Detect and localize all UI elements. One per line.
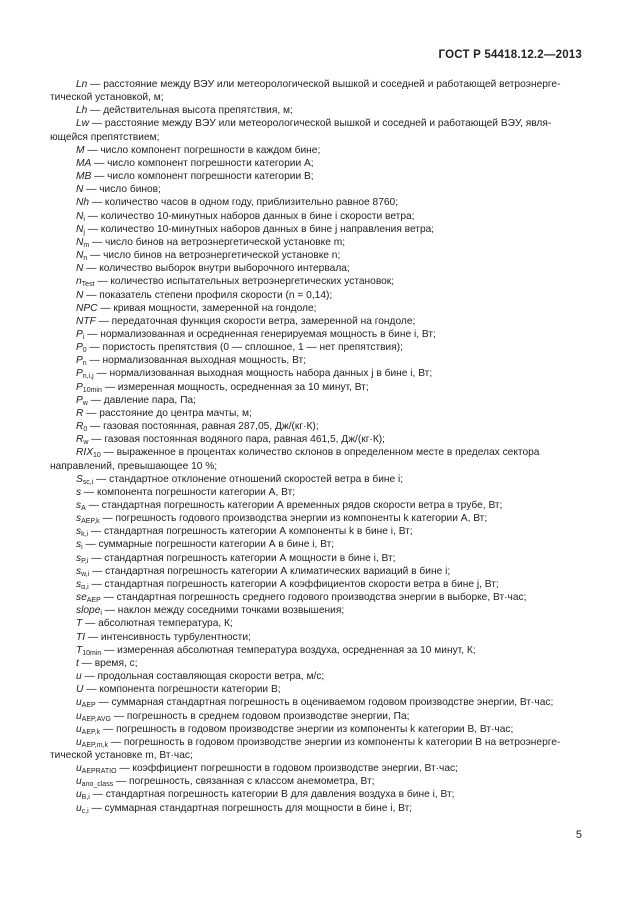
symbol-definition: [50, 433, 585, 446]
definition-text: — количество испытательных ветроэнергетических установок;: [94, 276, 395, 288]
symbol-subscript: A: [81, 505, 86, 512]
definition-text: — выраженное в процентах количество склонов в определенном месте в пределах сектора: [100, 447, 540, 459]
symbol-subscript: w: [83, 439, 89, 447]
definition-text: — коэффициент погрешности в годовом производстве энергии, Вт·час;: [116, 763, 458, 775]
symbol: P: [76, 381, 83, 393]
definition-text: — действительная высота препятствия, м;: [87, 105, 293, 117]
definition-text: — стандартное отклонение отношений скоростей ветра в бине i;: [93, 473, 404, 485]
continuation-text: тической установке m, Вт·час;: [50, 749, 193, 761]
symbol: s: [76, 513, 82, 525]
symbol: T: [76, 618, 83, 630]
definition-continuation: [50, 91, 585, 104]
symbol-subscript: 0: [83, 426, 88, 434]
symbol-definition: [50, 104, 585, 117]
definition-text: — стандартная погрешность категории А коэффициентов скорости ветра в бине j, Вт;: [88, 578, 499, 590]
symbol-subscript: AEP: [81, 702, 96, 710]
symbol: Lh: [76, 105, 88, 117]
symbol: s: [76, 486, 82, 498]
symbol: N: [76, 289, 84, 301]
symbol-subscript: i: [82, 333, 85, 341]
symbol: P: [76, 328, 83, 340]
definition-text: — число компонент погрешности категории А;: [91, 157, 314, 169]
continuation-text: направлений, превышающее 10 %;: [50, 460, 218, 472]
symbol-subscript: AEPRATIO: [81, 768, 117, 776]
symbol: M: [76, 144, 85, 156]
symbol: R: [76, 421, 84, 433]
symbol-subscript: 10: [92, 452, 101, 460]
symbol-subscript: w,i: [81, 570, 90, 578]
symbol-definition: [50, 289, 585, 302]
definition-continuation: [50, 460, 585, 473]
symbol: n: [76, 276, 82, 288]
definition-text: — суммарные погрешности категории А в бине i, Вт;: [82, 539, 335, 551]
continuation-text: ющейся препятствием;: [50, 131, 160, 143]
symbol-definition: [50, 473, 585, 486]
symbol-subscript: 0: [82, 347, 87, 355]
symbol-definition: [50, 420, 585, 433]
definition-text: — количество часов в одном году, приблизительно равное 8760;: [89, 197, 399, 209]
symbol: N: [76, 184, 84, 196]
symbol: T: [76, 644, 83, 656]
symbol-definition: [50, 710, 585, 723]
definition-text: — число бинов;: [83, 184, 161, 196]
symbol: u: [76, 802, 82, 814]
definition-continuation: [50, 131, 585, 144]
symbol: se: [76, 592, 87, 604]
symbol: R: [76, 407, 84, 419]
page-number: 5: [575, 829, 582, 841]
definition-text: — стандартная погрешность категории А мощности в бине i, Вт;: [88, 552, 396, 564]
symbol: s: [76, 539, 82, 551]
symbol-subscript: 10min: [82, 386, 102, 394]
symbol: u: [76, 671, 82, 683]
symbol-definition: [50, 315, 585, 328]
symbol-subscript: AEP: [86, 597, 101, 605]
symbol-definition: [50, 657, 585, 670]
symbol-definition: [50, 644, 585, 657]
symbol-subscript: sc,i: [82, 478, 94, 486]
definition-text: — число компонент погрешности категории В;: [91, 171, 314, 183]
symbol-definition: [50, 341, 585, 354]
symbol-definition: [50, 394, 585, 407]
symbol-definition: [50, 486, 585, 499]
symbol-definition: [50, 249, 585, 262]
symbol: N: [76, 210, 84, 222]
symbol-subscript: n: [82, 360, 87, 368]
symbol: N: [76, 236, 84, 248]
symbol-definition: [50, 157, 585, 170]
definition-text: — число бинов на ветроэнергетической установке n;: [87, 250, 341, 262]
symbol-definition: [50, 578, 585, 591]
symbol-definition: [50, 723, 585, 736]
definition-text: — погрешность в годовом производстве энергии из компоненты k категории В, Вт·час;: [100, 723, 514, 735]
definition-text: — число бинов на ветроэнергетической установке m;: [89, 236, 346, 248]
symbol-subscript: k,i: [81, 531, 89, 539]
definition-text: — измеренная мощность, осредненная за 10 минут, Вт;: [101, 381, 369, 393]
definition-text: — газовая постоянная водяного пара, равная 461,5, Дж/(кг·К);: [88, 434, 385, 446]
symbol-subscript: P,i: [81, 557, 89, 565]
definition-text: — количество 10-минутных наборов данных в бине i скорости ветра;: [84, 210, 415, 222]
symbol-definition: [50, 223, 585, 236]
symbol-definition: [50, 183, 585, 196]
symbol-subscript: AEP,m,k: [81, 741, 108, 749]
definition-text: — расстояние до центра мачты, м;: [83, 407, 252, 419]
symbol: slope: [76, 605, 101, 617]
symbol-definition: [50, 591, 585, 604]
symbol-definition: [50, 196, 585, 209]
symbol-definition: [50, 407, 585, 420]
definition-text: — погрешность в среднем годовом производстве энергии, Па;: [110, 710, 410, 722]
definition-text: — расстояние между ВЭУ или метеорологической вышкой и соседней и работающей ВЭУ, явля-: [89, 118, 552, 130]
definition-text: — нормализованная и осредненная генерируемая мощность в бине i, Вт;: [84, 328, 436, 340]
symbol-definition: [50, 565, 585, 578]
symbol-subscript: Test: [81, 281, 95, 289]
symbol-definition: [50, 538, 585, 551]
symbol: s: [76, 578, 82, 590]
symbol-subscript: AEP,k: [81, 518, 100, 526]
symbol-definition: [50, 117, 585, 130]
symbol-definition: [50, 210, 585, 223]
symbol-definition: [50, 762, 585, 775]
definition-text: — нормализованная выходная мощность, Вт;: [86, 355, 307, 367]
symbol-subscript: α,i: [81, 583, 89, 591]
symbol-subscript: i: [100, 610, 102, 618]
symbol: u: [76, 736, 82, 748]
symbol-definition: [50, 170, 585, 183]
definition-text: — погрешность, связанная с классом анемометра, Вт;: [113, 776, 375, 788]
document-header: ГОСТ Р 54418.12.2—2013: [438, 49, 582, 61]
symbol: s: [76, 552, 82, 564]
continuation-text: тической установкой, м;: [50, 92, 164, 104]
symbol-definition: [50, 525, 585, 538]
definition-text: — продольная составляющая скорости ветра, м/с;: [81, 671, 325, 683]
symbol: P: [76, 342, 83, 354]
symbol-subscript: B,i: [81, 794, 90, 802]
symbol: P: [76, 368, 83, 380]
symbol-subscript: AEP,AVG: [81, 715, 111, 723]
symbol-definition: [50, 512, 585, 525]
symbol-subscript: i: [83, 215, 85, 223]
definition-text: — количество выборок внутри выборочного интервала;: [83, 263, 350, 275]
definition-text: — число компонент погрешности в каждом бине;: [84, 144, 321, 156]
symbol-subscript: i: [81, 544, 83, 552]
symbol: S: [76, 473, 83, 485]
definition-text: — стандартная погрешность категории А климатических вариаций в бине i;: [89, 565, 451, 577]
definition-text: — стандартная погрешность категории А временных рядов скорости ветра в трубе, Вт;: [85, 500, 503, 511]
definition-continuation: [50, 749, 585, 762]
symbol: NTF: [76, 315, 96, 327]
symbol: s: [76, 526, 82, 538]
symbol-definition: [50, 670, 585, 683]
symbol: s: [76, 500, 82, 511]
symbol: u: [76, 710, 82, 722]
definition-text: — абсолютная температура, К;: [82, 618, 233, 630]
definition-text: — время, с;: [78, 657, 138, 669]
definition-text: — измеренная абсолютная температура воздуха, осредненная за 10 минут, К;: [101, 644, 476, 656]
definition-text: — компонента погрешности категории В;: [83, 684, 281, 696]
symbol-definition: [50, 775, 585, 788]
symbol-definition: [50, 802, 585, 815]
symbol-definition: [50, 696, 585, 709]
definition-text: — интенсивность турбулентности;: [85, 631, 251, 643]
symbol: u: [76, 776, 82, 788]
definition-text: — наклон между соседними точками возвышения;: [101, 605, 345, 617]
definition-text: — кривая мощности, замеренной на гондоле;: [97, 302, 317, 314]
symbol-definition: [50, 302, 585, 315]
symbol-list: [50, 78, 585, 815]
symbol: Nh: [76, 197, 90, 209]
symbol-subscript: w: [82, 399, 88, 407]
symbol-definition: [50, 552, 585, 565]
symbol-subscript: 10min: [82, 649, 102, 657]
symbol-subscript: n: [83, 255, 88, 263]
symbol-definition: [50, 328, 585, 341]
symbol-definition: [50, 788, 585, 801]
symbol-definition: [50, 617, 585, 630]
definition-text: — газовая постоянная, равная 287,05, Дж/(кг·К);: [87, 421, 319, 433]
symbol-subscript: j: [83, 228, 85, 236]
symbol: u: [76, 723, 82, 735]
symbol-definition: [50, 354, 585, 367]
definition-text: — суммарная стандартная погрешность в оцениваемом годовом производстве энергии, Вт·час;: [95, 697, 554, 709]
symbol: N: [76, 223, 84, 235]
definition-text: — суммарная стандартная погрешность для мощности в бине i, Вт;: [88, 802, 413, 814]
definition-text: — погрешность годового производства энергии из компоненты k категории А, Вт;: [99, 513, 488, 525]
symbol: Ln: [76, 79, 88, 90]
symbol: N: [76, 263, 84, 275]
symbol-subscript: ano_class: [81, 781, 114, 789]
symbol: RIX: [76, 447, 93, 459]
definition-text: — погрешность в годовом производстве энергии из компоненты k категории В на ветроэнерге-: [108, 736, 561, 748]
symbol-definition: [50, 683, 585, 696]
symbol-definition: [50, 446, 585, 459]
symbol: TI: [76, 631, 86, 643]
definition-text: — показатель степени профиля скорости (n = 0,14);: [83, 289, 333, 301]
symbol: u: [76, 763, 82, 775]
symbol: Lw: [76, 118, 90, 130]
symbol-subscript: c,i: [81, 807, 89, 815]
symbol-definition: [50, 262, 585, 275]
symbol: s: [76, 565, 82, 577]
symbol-definition: [50, 275, 585, 288]
symbol-definition: [50, 381, 585, 394]
definition-text: — нормализованная выходная мощность набора данных j в бине i, Вт;: [93, 368, 433, 380]
symbol-subscript: AEP,k: [81, 728, 101, 736]
definition-text: — стандартная погрешность категории А компоненты k в бине i, Вт;: [88, 526, 413, 538]
symbol: P: [76, 394, 83, 406]
symbol-definition: [50, 631, 585, 644]
symbol: NPC: [76, 302, 98, 314]
symbol: R: [76, 434, 84, 446]
definition-text: — компонента погрешности категории А, Вт;: [81, 486, 296, 498]
definition-text: — стандартная погрешность категории В для давления воздуха в бине i, Вт;: [89, 789, 455, 801]
symbol-subscript: m: [83, 241, 90, 249]
symbol: P: [76, 355, 83, 367]
definition-text: — давление пара, Па;: [87, 394, 196, 406]
symbol: MB: [76, 171, 92, 183]
definition-text: — передаточная функция скорости ветра, замеренной на гондоле;: [95, 315, 416, 327]
symbol-definition: [50, 499, 585, 512]
symbol: MA: [76, 157, 92, 169]
symbol-definition: [50, 367, 585, 380]
definition-text: — количество 10-минутных наборов данных в бине j направления ветра;: [84, 223, 435, 235]
definition-text: — расстояние между ВЭУ или метеорологической вышкой и соседней и работающей ветроэнерге-: [87, 79, 561, 90]
definition-text: — стандартная погрешность среднего годового производства энергии в выборке, Вт·час;: [100, 592, 527, 604]
symbol-definition: [50, 236, 585, 249]
symbol-definition: [50, 144, 585, 157]
symbol: N: [76, 250, 84, 262]
symbol: U: [76, 684, 84, 696]
symbol-definition: [50, 78, 585, 91]
symbol-definition: [50, 736, 585, 749]
symbol: u: [76, 697, 82, 709]
symbol-definition: [50, 604, 585, 617]
symbol-subscript: n,i,j: [82, 373, 94, 381]
definition-text: — пористость препятствия (0 — сплошное, 1 — нет препятствия);: [86, 342, 403, 354]
symbol: t: [76, 657, 79, 669]
symbol: u: [76, 789, 82, 801]
